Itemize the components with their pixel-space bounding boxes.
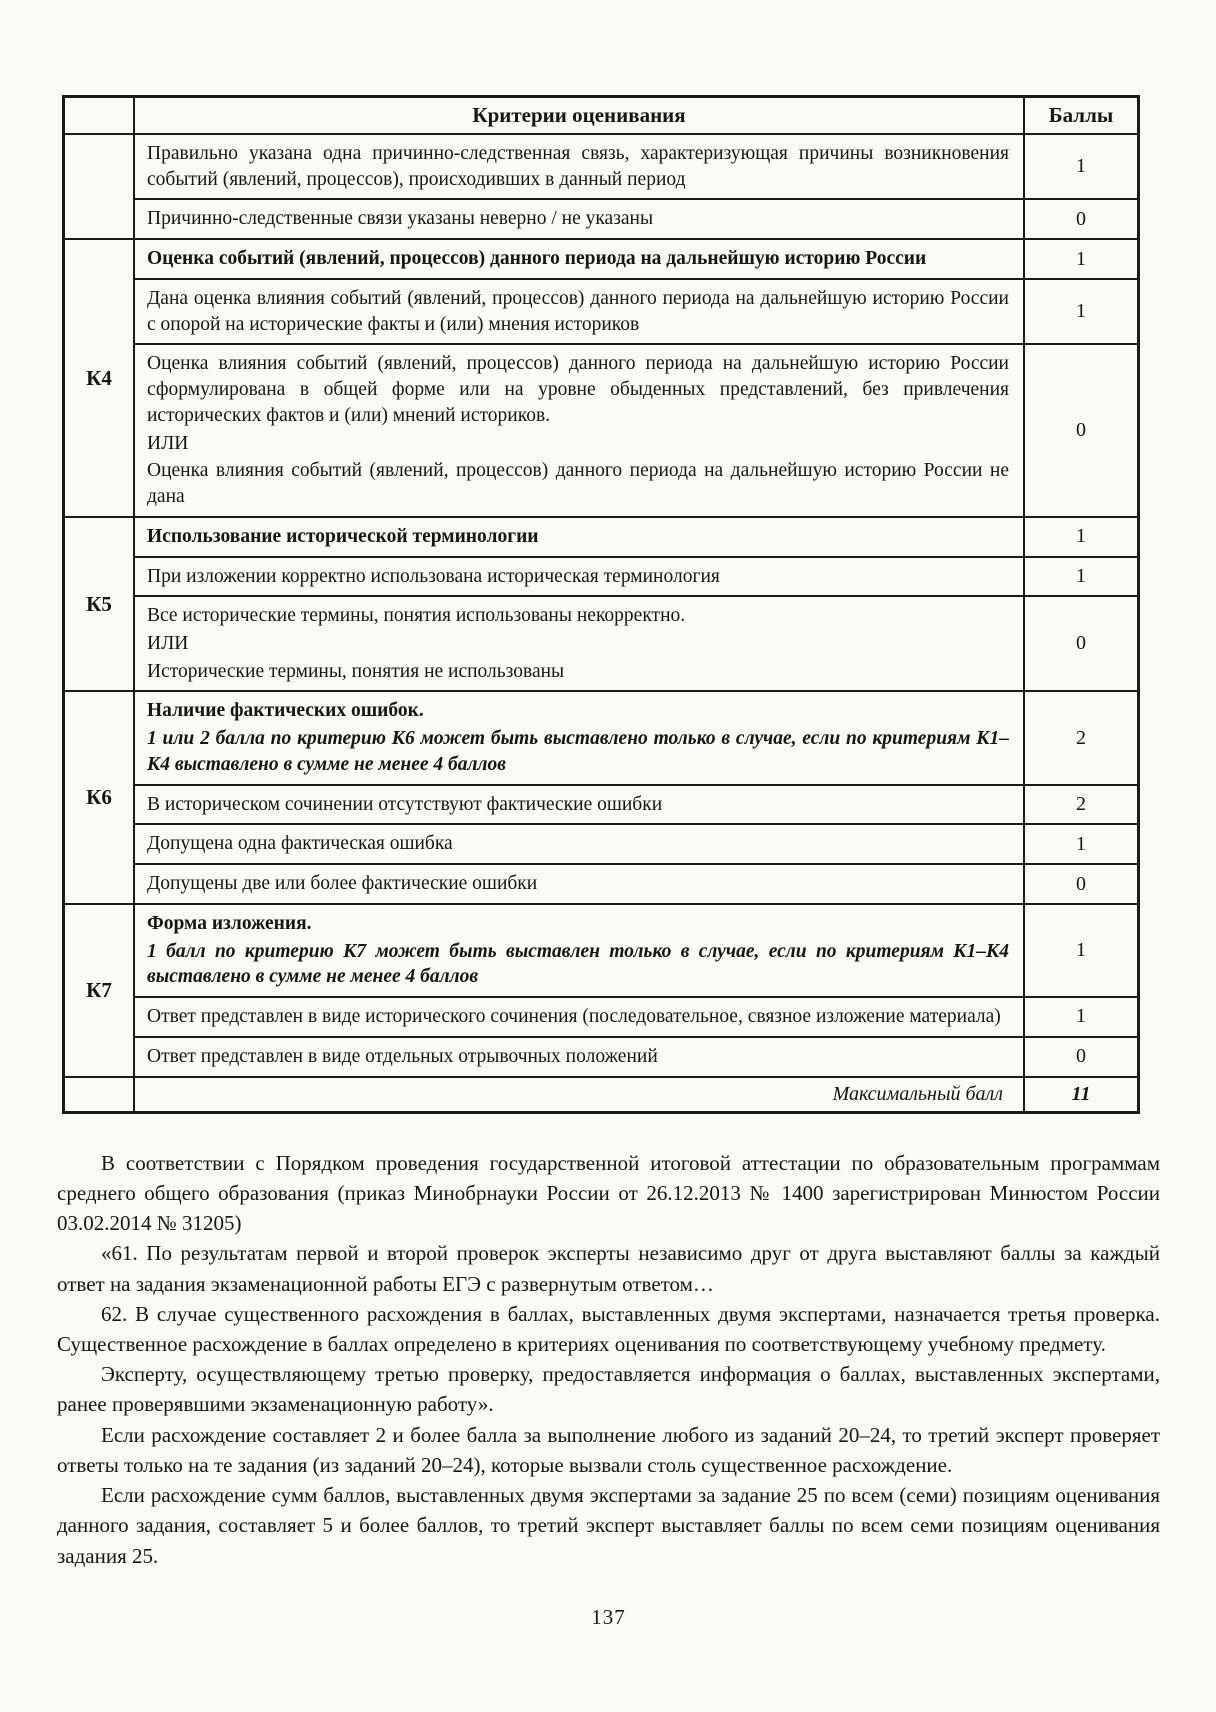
score-cell: 0 xyxy=(1024,199,1139,239)
criterion-text-cell xyxy=(134,517,1024,557)
criteria-row xyxy=(64,239,1139,279)
criterion-text-segment: Оценка влияния событий (явлений, процессов) данного периода на дальнейшую историю России сформулирована в общей форме или на уровне обыденных представлений, без привлечения исторических фактов и (или) мнений историков. xyxy=(147,353,1009,426)
criterion-text-cell xyxy=(134,864,1024,904)
score-cell: 0 xyxy=(1024,344,1139,516)
criterion-text-segment: Ответ представлен в виде исторического сочинения (последовательное, связное изложение материала) xyxy=(147,1006,1001,1028)
body-text xyxy=(57,1148,1160,1571)
criterion-text-cell xyxy=(134,997,1024,1037)
body-paragraph: Если расхождение сумм баллов, выставленных двумя экспертами за задание 25 по всем (семи) позициям оценивания данного задания, составляет 5 и более баллов, то третий эксперт выставляет баллы по всем семи позициям оценивания задания 25. xyxy=(57,1483,1160,1568)
max-score-label: Максимальный балл xyxy=(134,1077,1024,1113)
criterion-text-segment: Все исторические термины, понятия использованы некорректно. xyxy=(147,605,686,627)
criterion-text-segment: Дана оценка влияния событий (явлений, процессов) данного периода на дальнейшую историю России с опорой на исторические факты и (или) мнения историков xyxy=(147,287,1009,335)
criterion-text-segment: Допущена одна фактическая ошибка xyxy=(147,833,453,855)
criterion-text-segment: Причинно-следственные связи указаны неверно / не указаны xyxy=(147,208,654,230)
criterion-text-segment: Оценка влияния событий (явлений, процессов) данного периода на дальнейшую историю России не дана xyxy=(147,460,1009,508)
score-cell: 1 xyxy=(1024,134,1139,199)
page-number: 137 xyxy=(591,1604,626,1629)
criteria-row xyxy=(64,864,1139,904)
score-cell: 1 xyxy=(1024,824,1139,864)
criteria-row xyxy=(64,344,1139,516)
criteria-row xyxy=(64,279,1139,344)
criterion-text-segment: Наличие фактических ошибок. xyxy=(147,700,424,722)
criterion-text-segment: 1 или 2 балла по критерию К6 может быть выставлено только в случае, если по критериям К1–К4 выставлено в сумме не менее 4 баллов xyxy=(147,728,1009,775)
criterion-text-cell xyxy=(134,134,1024,199)
criterion-text-segment: Правильно указана одна причинно-следственная связь, характеризующая причины возникновения событий (явлений, процессов), происходивших в данный период xyxy=(147,143,1009,190)
empty-code-cell xyxy=(64,1077,135,1113)
criterion-text-cell xyxy=(134,824,1024,864)
criteria-row xyxy=(64,199,1139,239)
criterion-text-segment: Допущены две или более фактические ошибки xyxy=(147,873,538,895)
criterion-text-segment: Исторические термины, понятия не использованы xyxy=(147,660,565,682)
criteria-row xyxy=(64,134,1139,199)
criteria-table-body xyxy=(64,134,1139,1112)
criterion-text-segment: ИЛИ xyxy=(147,633,189,655)
criterion-text-cell xyxy=(134,557,1024,597)
criteria-row xyxy=(64,997,1139,1037)
body-paragraph: В соответствии с Порядком проведения государственной итоговой аттестации по образовательным программам среднего общего образования (приказ Минобрнауки России от 26.12.2013 № 1400 зарегистрирован Минюстом России 03.02.2014 № 31205) xyxy=(57,1150,1160,1236)
criterion-text-cell xyxy=(134,1037,1024,1077)
criteria-row xyxy=(64,557,1139,597)
score-cell: 0 xyxy=(1024,1037,1139,1077)
score-cell: 1 xyxy=(1024,517,1139,557)
criterion-text-cell xyxy=(134,239,1024,279)
criterion-text-segment: Использование исторической терминологии xyxy=(147,525,539,547)
criterion-code-cell xyxy=(64,134,135,239)
criterion-text-cell xyxy=(134,279,1024,344)
criterion-text-segment: Оценка событий (явлений, процессов) данного периода на дальнейшую историю России xyxy=(147,248,927,270)
body-paragraph: Эксперту, осуществляющему третью проверку, предоставляется информация о баллах, выставленных экспертами, ранее проверявшими экзаменационную работу». xyxy=(57,1362,1160,1417)
score-cell: 0 xyxy=(1024,864,1139,904)
criterion-text-segment: При изложении корректно использована историческая терминология xyxy=(147,565,720,587)
score-cell: 1 xyxy=(1024,279,1139,344)
criterion-code-cell: К4 xyxy=(64,239,135,517)
criterion-text-cell xyxy=(134,199,1024,239)
criteria-row xyxy=(64,824,1139,864)
score-cell: 1 xyxy=(1024,904,1139,997)
score-cell: 2 xyxy=(1024,785,1139,825)
score-cell: 1 xyxy=(1024,997,1139,1037)
score-cell: 1 xyxy=(1024,557,1139,597)
table-header-row xyxy=(64,97,1139,135)
score-cell: 2 xyxy=(1024,691,1139,784)
criterion-code-cell: К7 xyxy=(64,904,135,1077)
body-paragraph: Если расхождение составляет 2 и более балла за выполнение любого из заданий 20–24, то третий эксперт проверяет ответы только на те задания (из заданий 20–24), которые вызвали столь существенное расхождение. xyxy=(57,1422,1160,1477)
criteria-row xyxy=(64,596,1139,691)
criteria-header-cell: Критерии оценивания xyxy=(134,97,1024,135)
criterion-text-segment: ИЛИ xyxy=(147,432,189,454)
criteria-table xyxy=(62,95,1140,1114)
score-cell: 0 xyxy=(1024,596,1139,691)
criteria-row xyxy=(64,785,1139,825)
criterion-text-cell xyxy=(134,904,1024,997)
criterion-text-segment: 1 балл по критерию К7 может быть выставлен только в случае, если по критериям К1–К4 выставлено в сумме не менее 4 баллов xyxy=(147,940,1009,988)
criterion-text-segment: Форма изложения. xyxy=(147,912,312,934)
criterion-text-cell xyxy=(134,691,1024,784)
criterion-code-cell: К5 xyxy=(64,517,135,692)
criteria-row xyxy=(64,904,1139,997)
criterion-text-segment: Ответ представлен в виде отдельных отрывочных положений xyxy=(147,1045,658,1067)
criterion-text-cell xyxy=(134,596,1024,691)
max-score-row xyxy=(64,1077,1139,1113)
criterion-text-cell xyxy=(134,344,1024,516)
criteria-row xyxy=(64,1037,1139,1077)
body-paragraph: «61. По результатам первой и второй проверок эксперты независимо друг от друга выставляют баллы за каждый ответ на задания экзаменационной работы ЕГЭ с развернутым ответом… xyxy=(57,1241,1160,1296)
criteria-row xyxy=(64,691,1139,784)
criterion-code-cell: К6 xyxy=(64,691,135,903)
criterion-text-segment: В историческом сочинении отсутствуют фактические ошибки xyxy=(147,793,663,815)
code-header-cell xyxy=(64,97,135,135)
score-header-cell: Баллы xyxy=(1024,97,1139,135)
criteria-row xyxy=(64,517,1139,557)
body-paragraph: 62. В случае существенного расхождения в баллах, выставленных двумя экспертами, назначается третья проверка. Существенное расхождение в баллах определено в критериях оценивания по соответствующему учебному предмету. xyxy=(57,1301,1160,1356)
criterion-text-cell xyxy=(134,785,1024,825)
score-cell: 1 xyxy=(1024,239,1139,279)
max-score-value: 11 xyxy=(1024,1077,1139,1113)
